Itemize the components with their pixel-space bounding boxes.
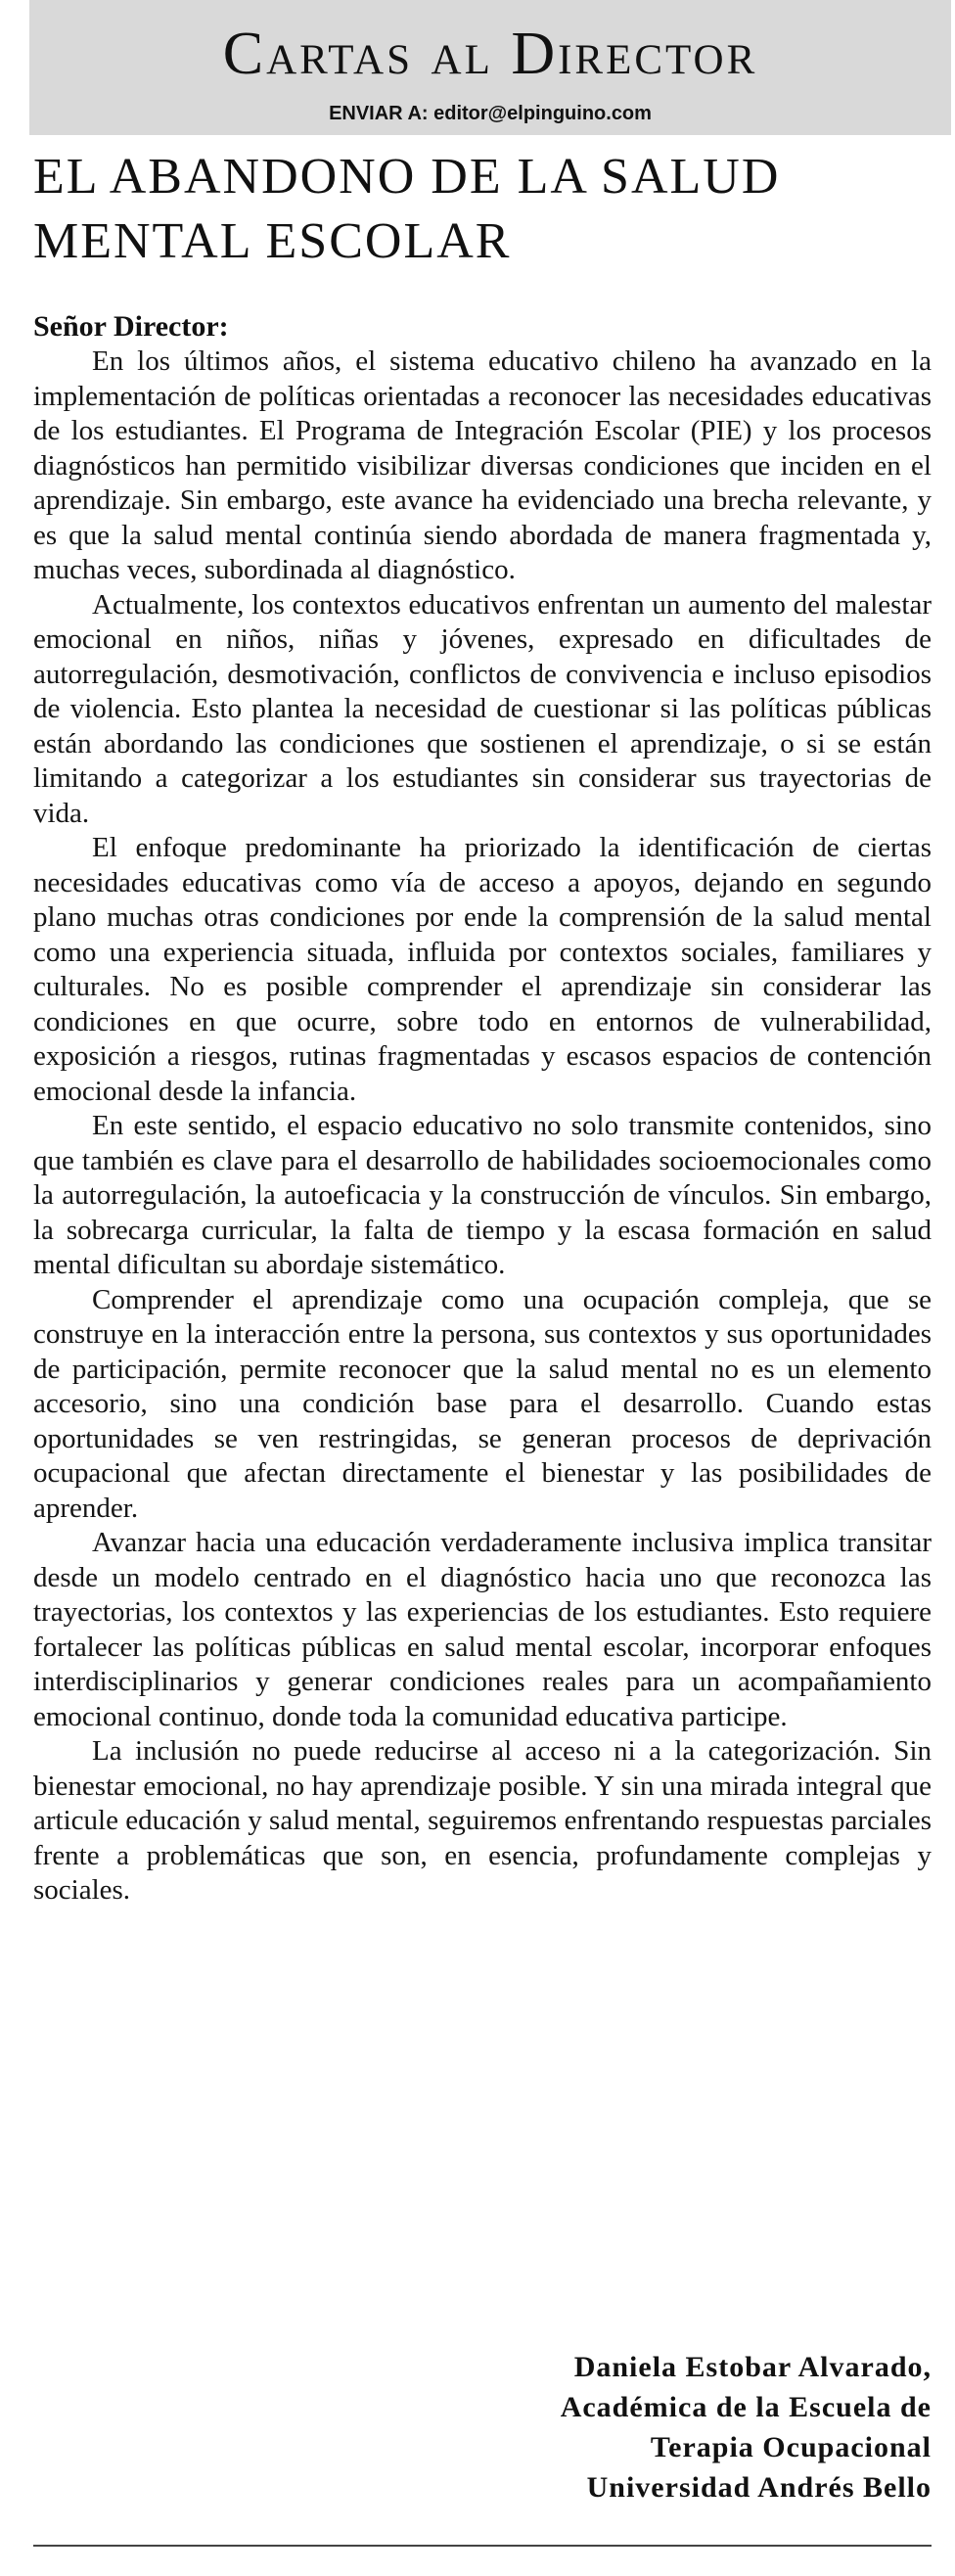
bottom-divider	[33, 2545, 932, 2547]
section-title: Cartas al Director	[222, 21, 758, 87]
paragraph: Comprender el aprendizaje como una ocupación compleja, que se construye en la interacción entre la persona, sus contextos y sus oportunidades de participación, permite reconocer que la salud mental no es un elemento accesorio, sino una condición base para el desarrollo. Cuando estas oportunidades se ven restringidas, se generan procesos de deprivación ocupacional que afectan directamente el bienestar y las posibilidades de aprender.	[33, 1283, 932, 1524]
salutation: Señor Director:	[33, 310, 229, 343]
paragraph: En los últimos años, el sistema educativo chileno ha avanzado en la implementación de políticas orientadas a reconocer las necesidades educativas de los estudiantes. El Programa de Integración Escolar (PIE) y los procesos diagnósticos han permitido visibilizar diversas condiciones que inciden en el aprendizaje. Sin embargo, este avance ha evidenciado una brecha relevante, y es que la salud mental continúa siendo abordada de manera fragmentada y, muchas veces, subordinada al diagnóstico.	[33, 345, 932, 585]
paragraph: Actualmente, los contextos educativos enfrentan un aumento del malestar emocional en niños, niñas y jóvenes, expresado en dificultades de autorregulación, desmotivación, conflictos de convivencia e incluso episodios de violencia. Esto plantea la necesidad de cuestionar si las políticas públicas están abordando las condiciones que sostienen el aprendizaje, o si se están limitando a categorizar a los estudiantes sin considerar sus trayectorias de vida.	[33, 588, 932, 829]
send-to-email: ENVIAR A: editor@elpinguino.com	[329, 103, 652, 124]
signature-line: Académica de la Escuela de	[560, 2391, 932, 2423]
paragraph: En este sentido, el espacio educativo no solo transmite contenidos, sino que también es clave para el desarrollo de habilidades socioemocionales como la autorregulación, la autoeficacia y la construcción de vínculos. Sin embargo, la sobrecarga curricular, la falta de tiempo y la escasa formación en salud mental dificultan su abordaje sistemático.	[33, 1110, 932, 1280]
signature-block	[561, 2347, 932, 2507]
paragraph: La inclusión no puede reducirse al acceso ni a la categorización. Sin bienestar emocional, no hay aprendizaje posible. Y sin una mirada integral que articule educación y salud mental, seguiremos enfrentando respuestas parciales frente a problemáticas que son, en esencia, profundamente complejas y sociales.	[33, 1735, 932, 1906]
signature-author-name: Daniela Estobar Alvarado,	[573, 2351, 932, 2383]
paragraph: Avanzar hacia una educación verdaderamente inclusiva implica transitar desde un modelo centrado en el diagnóstico hacia uno que reconozca las trayectorias, los contextos y las experiencias de los estudiantes. Esto requiere fortalecer las políticas públicas en salud mental escolar, incorporar enfoques interdisciplinarios y generar condiciones reales para un acompañamiento emocional continuo, donde toda la comunidad educativa participe.	[33, 1527, 932, 1732]
signature-line: Terapia Ocupacional	[650, 2431, 932, 2463]
paragraph: El enfoque predominante ha priorizado la identificación de ciertas necesidades educativas como vía de acceso a apoyos, dejando en segundo plano muchas otras condiciones por ende la comprensión de la salud mental como una experiencia situada, influida por contextos sociales, familiares y culturales. No es posible comprender el aprendizaje sin considerar las condiciones en que ocurre, sobre todo en entornos de vulnerabilidad, exposición a riesgos, rutinas fragmentadas y escasos espacios de contención emocional desde la infancia.	[33, 832, 932, 1107]
letter-body	[33, 345, 932, 1909]
section-header	[29, 0, 951, 135]
signature-line: Universidad Andrés Bello	[586, 2471, 932, 2504]
article-headline: EL ABANDONO DE LA SALUD MENTAL ESCOLAR	[33, 149, 781, 269]
